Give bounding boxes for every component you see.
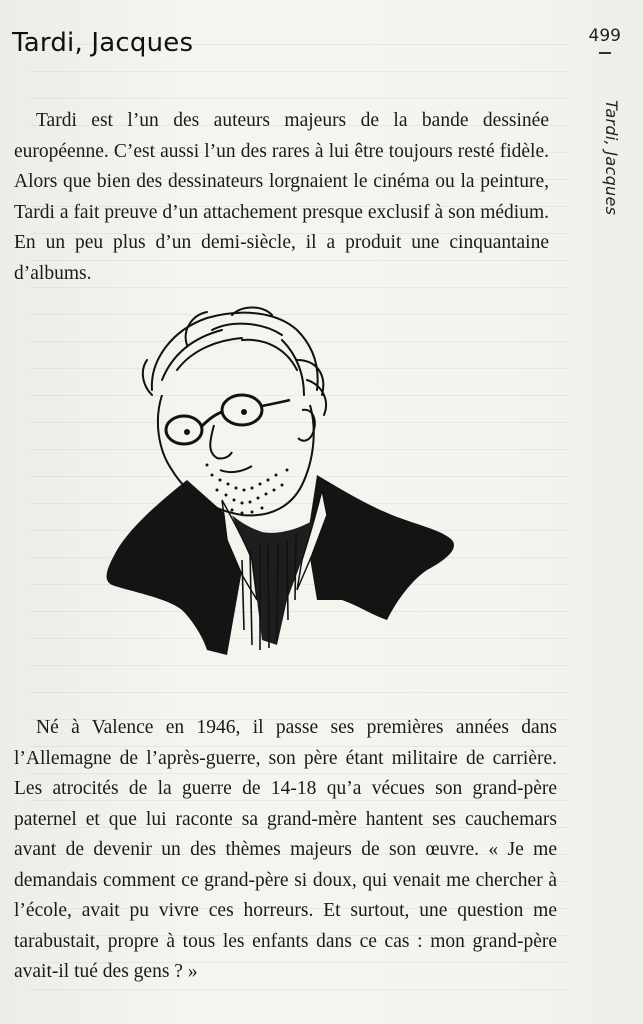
ear [298, 410, 315, 441]
glasses-bridge [202, 412, 222, 426]
nose [210, 425, 232, 459]
glasses-left-lens [166, 416, 202, 444]
jacket-left [107, 480, 242, 655]
running-head: Tardi, Jacques [602, 100, 621, 216]
page-title: Tardi, Jacques [12, 28, 194, 58]
page-number-value: 499 [588, 26, 621, 46]
glasses-temple [262, 400, 290, 406]
hair [143, 308, 326, 416]
portrait-drawing-icon [92, 300, 472, 665]
jacket-right [307, 475, 454, 620]
beard [206, 464, 289, 515]
page-number [589, 26, 621, 54]
paragraph-biography: Né à Valence en 1946, il passe ses premières années dans l’Allemagne de l’après-guerre, son père étant militaire de carrière. Les atrocités de la guerre de 14-18 qu’a vécues son grand-père paternel et que lui raconte sa grand-mère hantent ses cauchemars avant de devenir un des thèmes majeurs de son œuvre. « Je me demandais comment ce grand-père si doux, qui venait me chercher à l’école, avait pu vivre ces horreurs. Et surtout, une question me tarabustait, propre à tous les enfants dans ce cas : mon grand-père avait-il tué des gens ? » [14, 717, 557, 982]
mouth [220, 466, 252, 472]
paragraph-intro: Tardi est l’un des auteurs majeurs de la bande dessinée européenne. C’est aussi l’un des rares à lui être toujours resté fidèle. Alors que bien des dessinateurs lorgnaient le cinéma ou la peinture, Tardi a fait preuve d’un attachement presque exclusif à son médium. En un peu plus d’un demi-siècle, il a produit une cinquantaine d’albums. [14, 110, 549, 284]
page-number-dash [599, 52, 611, 54]
